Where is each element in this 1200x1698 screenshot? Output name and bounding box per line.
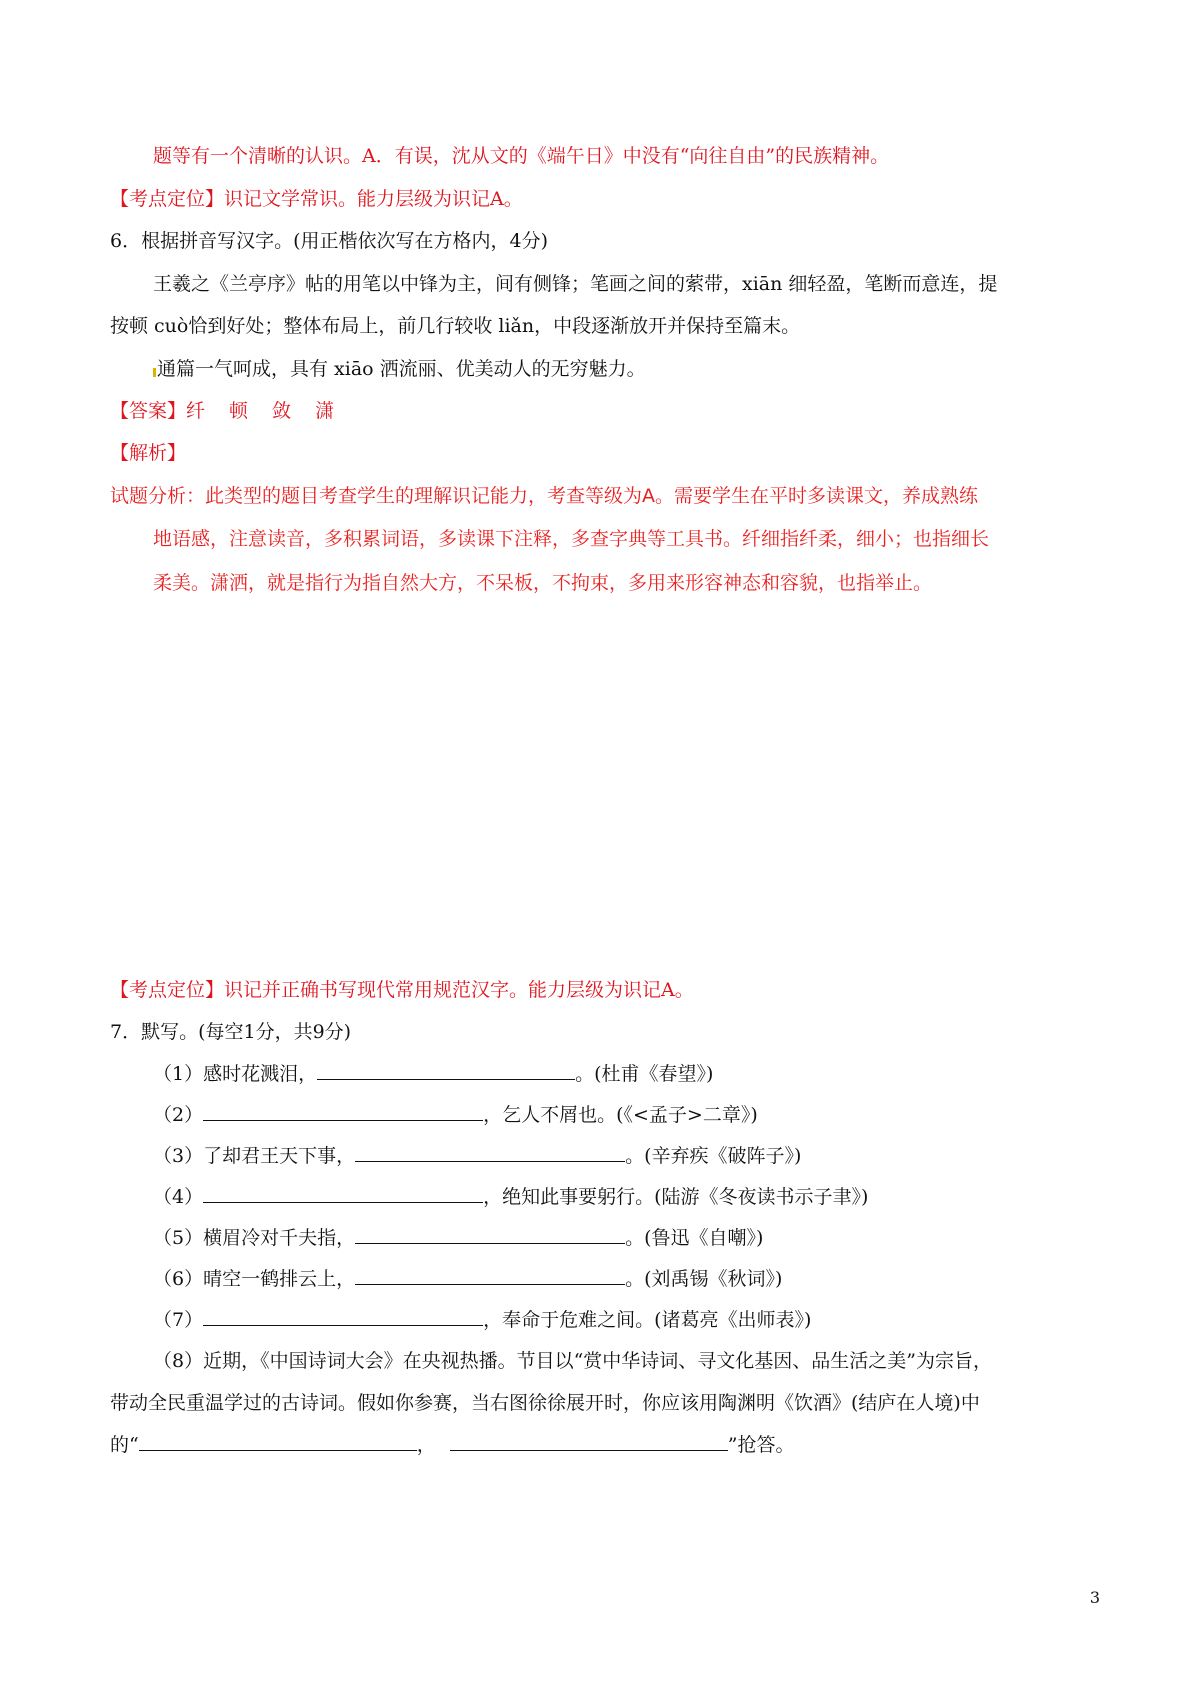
fill-blank[interactable] <box>355 1143 625 1162</box>
item-source: 。(杜甫《春望》) <box>575 1063 714 1085</box>
question-7-item-7 <box>153 1307 811 1333</box>
analysis-continuation: 题等有一个清晰的认识。A．有误，沈从文的《端午日》中没有“向往自由”的民族精神。 <box>153 145 890 167</box>
question-7-item-8-line-3 <box>110 1432 794 1458</box>
answer-char: 顿 <box>229 400 249 422</box>
item-text: （2） <box>153 1104 204 1126</box>
answer-char: 敛 <box>272 400 292 422</box>
analysis-text-2: 地语感，注意读音，多积累词语，多读课下注释，多查字典等工具书。纤细指纤柔，细小；也指细长 <box>153 528 990 550</box>
kaodian-label-2: 【考点定位】识记并正确书写现代常用规范汉字。能力层级为识记A。 <box>110 979 694 1001</box>
question-7-item-1 <box>153 1061 713 1087</box>
fill-blank[interactable] <box>450 1432 728 1451</box>
item-text: （6）晴空一鹤排云上， <box>153 1268 356 1290</box>
fill-blank[interactable] <box>317 1061 575 1080</box>
answer-line <box>110 398 358 424</box>
fill-blank[interactable] <box>203 1184 483 1203</box>
item-source: 。(辛弃疾《破阵子》) <box>625 1145 802 1167</box>
page-number: 3 <box>1089 1588 1100 1607</box>
item-source: 。(刘禹锡《秋词》) <box>625 1268 783 1290</box>
answer-char: 潇 <box>315 400 335 422</box>
item-text: ”抢答。 <box>727 1434 795 1456</box>
item-text: （7） <box>153 1309 204 1331</box>
item-text: ， <box>416 1434 436 1456</box>
item-text: （3）了却君王天下事， <box>153 1145 356 1167</box>
item-text: （1）感时花溅泪， <box>153 1063 318 1085</box>
answer-char: 纤 <box>186 400 206 422</box>
question-7-item-8-line-2: 带动全民重温学过的古诗词。假如你参赛，当右图徐徐展开时，你应该用陶渊明《饮酒》(结庐在人境)中 <box>110 1392 980 1414</box>
highlight-mark-icon <box>153 368 156 377</box>
question-6-paragraph-3-text: 通篇一气呵成，具有 xiāo 洒流丽、优美动人的无穷魅力。 <box>157 358 646 380</box>
analysis-text-3: 柔美。潇洒，就是指行为指自然大方，不呆板，不拘束，多用来形容神态和容貌，也指举止。 <box>153 572 933 594</box>
item-source: ，奉命于危难之间。(诸葛亮《出师表》) <box>483 1309 812 1331</box>
question-7-title: 7．默写。(每空1分，共9分) <box>110 1021 352 1043</box>
fill-blank[interactable] <box>203 1102 483 1121</box>
question-7-item-5 <box>153 1225 763 1251</box>
item-source: 。(鲁迅《自嘲》) <box>625 1227 764 1249</box>
kaodian-label-1: 【考点定位】识记文学常识。能力层级为识记A。 <box>110 188 523 210</box>
fill-blank[interactable] <box>139 1432 417 1451</box>
analysis-text-1: 试题分析：此类型的题目考查学生的理解识记能力，考查等级为A。需要学生在平时多读课文，养成熟练 <box>110 485 979 507</box>
analysis-label: 【解析】 <box>110 442 187 464</box>
item-source: ，乞人不屑也。(《<孟子>二章》) <box>483 1104 758 1126</box>
item-text: （4） <box>153 1186 204 1208</box>
question-6-title: 6．根据拼音写汉字。(用正楷依次写在方格内，4分) <box>110 230 549 252</box>
question-7-item-4 <box>153 1184 868 1210</box>
question-6-paragraph-2: 按顿 cuò恰到好处；整体布局上，前几行较收 liǎn，中段逐渐放开并保持至篇末。 <box>110 315 801 337</box>
answer-label: 【答案】 <box>110 400 187 422</box>
fill-blank[interactable] <box>203 1307 483 1326</box>
item-source: ，绝知此事要躬行。(陆游《冬夜读书示子聿》) <box>483 1186 869 1208</box>
item-text: （5）横眉冷对千夫指， <box>153 1227 356 1249</box>
question-7-item-6 <box>153 1266 782 1292</box>
item-text: 的“ <box>110 1434 139 1456</box>
question-7-item-8-line-1: （8）近期，《中国诗词大会》在央视热播。节目以“赏中华诗词、寻文化基因、品生活之美”为宗旨， <box>153 1350 993 1372</box>
question-7-item-3 <box>153 1143 801 1169</box>
question-6-paragraph-3 <box>153 356 646 382</box>
question-6-paragraph-1: 王羲之《兰亭序》帖的用笔以中锋为主，间有侧锋；笔画之间的萦带，xiān 细轻盈，笔断而意连，提 <box>153 273 998 295</box>
question-7-item-2 <box>153 1102 758 1128</box>
fill-blank[interactable] <box>355 1266 625 1285</box>
fill-blank[interactable] <box>355 1225 625 1244</box>
